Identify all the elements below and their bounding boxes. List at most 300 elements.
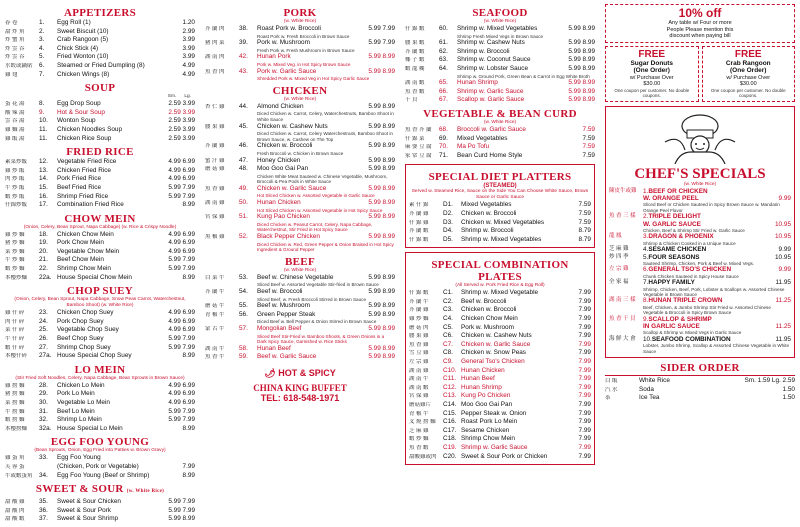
menu-item	[409, 367, 591, 376]
menu-item	[405, 65, 595, 74]
item-number: 22a.	[39, 273, 52, 281]
item-chinese-name: 腰 果 雞	[409, 333, 429, 340]
item-name: Shrimp w. Mixed Vegetables	[457, 25, 538, 32]
menu-item	[5, 109, 195, 118]
chicken-list	[205, 103, 395, 253]
item-name: Scallop w. Garlic Sauce	[457, 96, 525, 104]
item-name: Sweet & Sour Chicken	[57, 498, 121, 506]
item-name: Hunan Shrimp	[457, 79, 498, 87]
item-number: 14.	[39, 175, 48, 183]
menu-item	[409, 210, 591, 219]
item-price: 7.99	[578, 401, 591, 408]
item-chinese-name: 白 飯	[605, 378, 618, 385]
chow-mein-heading: CHOW MEIN	[64, 212, 136, 225]
lo-mein-heading: LO MEIN	[74, 363, 126, 376]
menu-item	[5, 335, 195, 344]
pepper-icon: 🌶	[264, 367, 276, 378]
item-description: Diced Chicken w. Peanut Carrot, Celery, Napa Cabbage, Waterchestnut, Stir Fried in Hot Spicy Sauce	[257, 221, 373, 233]
item-name: Chicken Wings (8)	[57, 70, 110, 78]
item-number: 47.	[239, 156, 248, 164]
chicken-heading: CHICKEN	[272, 84, 328, 97]
item-chinese-name: 甜酸雞或肉	[409, 453, 437, 460]
item-chinese-name: 酸 辣 湯	[5, 109, 25, 116]
menu-item	[409, 453, 591, 462]
item-name: Shrimp w. Coconut Sauce	[457, 56, 531, 64]
item-description: Diced Chicken w. Carrot, Celery, Waterchestnuts, Bamboo Shoot in White Sauce	[257, 111, 394, 122]
menu-item	[409, 332, 591, 341]
item-price: 4.99 6.99	[168, 230, 195, 238]
item-chinese-name: 什錦炒飯	[5, 202, 28, 209]
item-chinese-name: 雞 撈 麵	[5, 382, 25, 389]
item-price: 7.99	[578, 418, 591, 426]
item-name: W. GARLIC SAUCE	[643, 220, 701, 228]
item-name: Beef w. Broccoli	[257, 288, 303, 295]
item-name: Chicken Fried Rice	[57, 166, 111, 174]
item-number: 8.	[39, 100, 45, 108]
item-number: C1.	[443, 289, 453, 297]
sider-heading: SIDER ORDER	[660, 362, 740, 375]
item-name: SEAFOOD COMBINATION	[651, 335, 731, 343]
item-name: W. ORANGE PEEL	[643, 194, 699, 202]
menu-item	[5, 265, 195, 274]
menu-item	[205, 157, 395, 166]
item-chinese-name: 干 貝	[405, 97, 418, 104]
item-name: Egg Roll (1)	[57, 19, 91, 26]
item-chinese-name: 芥 蘭 肉	[205, 26, 225, 32]
item-price: 5.99 8.99	[568, 79, 595, 87]
item-price: 5.99 7.99	[168, 183, 195, 191]
item-number: 46.	[239, 142, 248, 150]
coupon-condition: w/ Purchase Over	[629, 74, 674, 81]
item-name: Shrimp Chow Mein	[461, 435, 515, 443]
item-number: 8.	[643, 297, 649, 305]
menu-item	[205, 345, 395, 354]
item-number: 45.	[239, 122, 248, 130]
menu-item	[5, 53, 195, 62]
item-name: FOUR SEASONS	[648, 253, 700, 261]
item-price: 3.99	[182, 44, 195, 52]
item-price: 7.99	[578, 332, 591, 340]
item-name: Shrimp Chop Suey	[57, 343, 111, 351]
item-name: Shrimp w. Garlic Sauce	[461, 443, 528, 451]
item-price: 5.99 7.99	[168, 335, 195, 343]
chef-special-item	[609, 221, 791, 228]
menu-item	[205, 233, 395, 242]
item-name: Pork Chow Mein	[57, 239, 104, 247]
restaurant-name: CHINA KING BUFFET	[253, 382, 347, 393]
item-number: 69.	[439, 134, 448, 142]
item-chinese-name: 蝦 撈 麵	[5, 417, 25, 424]
item-name: Shrimp w. Broccoli	[461, 227, 514, 235]
menu-item	[5, 326, 195, 335]
item-price: 5.99 8.99	[568, 56, 595, 64]
egg-foo-young-list	[5, 454, 195, 480]
menu-item	[205, 53, 395, 62]
item-name: Chicken Chow Mein	[461, 315, 518, 323]
discount-coupon	[605, 4, 795, 43]
menu-item	[5, 28, 195, 37]
item-price: 4.99 6.99	[168, 247, 195, 255]
item-name: Hunan Shrimp	[461, 383, 502, 391]
item-price: Sm. 1.59 Lg. 2.59	[744, 377, 795, 385]
item-chinese-name: 本樓什碎	[5, 353, 28, 360]
item-number: C14.	[443, 401, 457, 408]
menu-item	[5, 201, 195, 210]
item-number: 44.	[239, 102, 248, 110]
discount-line-3: discount when paying bill	[669, 33, 731, 39]
item-chinese-name: 椰 子 蝦	[405, 57, 425, 64]
item-name: Vegetable Lo Mein	[57, 399, 110, 406]
item-description: Beef, Chicken, & Jumbo Shrimp Stir Fried w. Assorted Chinese Vegetable & Broccoli in Spicy Brown Sauce	[643, 304, 771, 316]
menu-item	[409, 427, 591, 436]
menu-item	[405, 152, 595, 161]
item-price: 4.99 6.99	[168, 239, 195, 247]
menu-item	[5, 507, 195, 516]
item-description: Fresh Broccoli w. Chicken in Brown Sauce	[257, 150, 344, 156]
item-number: C17.	[443, 426, 457, 434]
item-name: Black Pepper Chicken	[257, 233, 320, 241]
item-name: Moo Goo Gai Pan	[257, 165, 309, 173]
item-description: Chunk Chicken Sauteed in Spicy House Sauce	[643, 273, 739, 279]
menu-item	[5, 193, 195, 202]
chef-special-item	[609, 336, 791, 343]
item-number: 24.	[39, 317, 48, 325]
item-description: Sliced Beef or Chicken Sauteed in Spicy Brown Sauce w. Mandarin Orange Peel Flavor	[643, 202, 780, 213]
menu-item	[409, 418, 591, 427]
egg-foo-young-note: (Bean Sprouts, Onion, Egg Fried into Patties w. Brown Gravy)	[34, 448, 166, 454]
item-price: 5.99 8.99	[368, 344, 395, 352]
item-price: 5.99 8.99	[368, 102, 395, 110]
chef-special-item	[609, 279, 791, 286]
item-number: 68.	[439, 125, 448, 133]
menu-item	[5, 62, 195, 71]
menu-item	[5, 344, 195, 353]
item-chinese-name: 魚 香 肉	[205, 68, 225, 75]
item-price: 7.59	[582, 143, 595, 151]
menu-item	[5, 19, 195, 28]
menu-item	[409, 392, 591, 401]
menu-item	[405, 56, 595, 65]
item-number: 70.	[439, 143, 448, 151]
chef-special-item	[609, 297, 791, 304]
item-price: 11.25	[775, 323, 791, 331]
item-name: Crab Rangoon (5)	[57, 36, 109, 44]
menu-item	[409, 324, 591, 333]
item-number: C3.	[443, 306, 453, 314]
item-number: D3.	[443, 218, 453, 226]
item-price: 7.99	[578, 340, 591, 348]
seafood-list	[405, 25, 595, 105]
item-price: 4.99	[182, 70, 195, 78]
item-price: 5.99 8.99	[368, 165, 395, 173]
menu-item	[409, 315, 591, 324]
item-chinese-name: 本樓撈麵	[5, 425, 28, 432]
restaurant-phone: TEL: 618-548-1971	[260, 392, 340, 403]
beef-heading: BEEF	[285, 255, 315, 268]
item-chinese-name: 炸 雲 吞	[5, 54, 25, 61]
item-name: Beef w. Mushroom	[257, 302, 310, 310]
menu-item	[409, 384, 591, 393]
item-name: Kung Po Chicken	[461, 392, 511, 400]
menu-item	[5, 158, 195, 167]
item-number: 55.	[239, 302, 248, 310]
item-name: Chicken Chop Suey	[57, 309, 114, 317]
lo-mein-note: (Stir Fried Soft Noodles, Celery, Napa Cabbage, Bean Sprouts in Brown Sauce)	[15, 375, 185, 381]
menu-item	[5, 352, 195, 361]
item-price: 8.99	[182, 201, 195, 209]
coupon-amount: $30.00	[643, 81, 661, 87]
item-chinese-name: 蜜 汁 雞	[205, 157, 225, 164]
item-name: Shrimp Chow Mein	[57, 265, 111, 273]
item-chinese-name: 炸 雲 吞	[5, 45, 25, 52]
item-number: 19.	[39, 239, 48, 247]
item-chinese-name: 白 菜 牛	[205, 274, 225, 281]
item-price: 10.95	[775, 253, 791, 261]
item-price: 4.99 6.99	[168, 158, 195, 166]
item-name: Honey Chicken	[257, 156, 301, 164]
item-name: Chicken w. Snow Peas	[461, 349, 527, 357]
item-chinese-name: 芙 蓉 蛋	[5, 463, 25, 470]
item-number: 21.	[39, 256, 48, 264]
item-number: 25.	[39, 326, 48, 334]
item-number: 63.	[439, 56, 448, 64]
item-number: 32a.	[39, 424, 52, 432]
item-price: 4.99	[182, 61, 195, 69]
item-name: Sesame Chicken	[461, 426, 510, 434]
item-chinese-name: 牛 什 碎	[5, 336, 25, 343]
item-name: Mixed Vegetables	[457, 134, 508, 142]
item-price: 5.99 8.99	[368, 53, 395, 61]
sweet-sour-title: SWEET & SOUR	[35, 483, 124, 496]
item-chinese-name: 海 鮮 大 會	[609, 335, 636, 342]
item-chinese-name: 宮 保 雞	[409, 393, 429, 400]
item-chinese-name: 豬 肉 菜	[205, 40, 225, 47]
item-price: 5.99 7.99	[168, 265, 195, 273]
item-name: Chicken w. Mixed Vegetables	[461, 218, 545, 226]
diet-platters-box	[405, 164, 595, 248]
item-name: Hunan Chicken	[257, 199, 301, 207]
item-chinese-name: 魚 香 雞	[409, 341, 429, 348]
item-price: 8.99	[182, 424, 195, 432]
chefs-specials-box	[605, 106, 795, 359]
coupon-sugar-donuts	[605, 46, 699, 102]
item-name: Sweet & Sour Shrimp	[57, 515, 119, 523]
item-price: 7.99	[578, 375, 591, 383]
item-chinese-name: 甜 酸 肉	[5, 507, 25, 514]
menu-item	[405, 135, 595, 144]
menu-item	[405, 96, 595, 105]
item-chinese-name: 蝦 炒 飯	[5, 193, 25, 200]
item-price: 5.99 8.99	[368, 273, 395, 281]
item-chinese-name: 牛 炒 飯	[5, 184, 25, 191]
item-price: 7.59	[578, 201, 591, 209]
item-chinese-name: 雞 炒 飯	[5, 167, 25, 174]
item-name: Chicken w. Broccoli	[257, 142, 313, 150]
menu-item	[409, 306, 591, 315]
coupon-item: Crab Rangoon	[725, 59, 771, 67]
coupon-fine-print: One coupon per customer. No double coupons.	[710, 87, 786, 98]
item-name: Ice Tea	[639, 394, 660, 402]
item-price: 5.99 8.99	[368, 302, 395, 310]
hot-spicy-legend	[205, 368, 395, 379]
item-number: 61.	[439, 39, 448, 47]
item-name: Shrimp w. Lobster Sauce	[457, 64, 529, 72]
item-price: 11.95	[775, 335, 791, 343]
item-chinese-name: 陳皮牛或雞	[609, 187, 637, 194]
menu-item	[205, 311, 395, 320]
item-name: Wonton Soup	[57, 117, 96, 125]
item-chinese-name: 什 錦 菜	[405, 135, 425, 142]
item-price: 3.99	[182, 53, 195, 61]
item-price: 5.99 8.99	[368, 233, 395, 241]
item-description: Pork w. Mixed Veg. in Hot Spicy Brown Sauce	[257, 61, 351, 67]
item-description: Sliced Beef, w. Fresh Broccoli Stirred in Brown Sauce	[257, 296, 367, 302]
menu-item	[405, 79, 595, 88]
item-chinese-name: 麻 婆 豆 腐	[405, 144, 432, 151]
beef-note: (w. White Rice)	[283, 267, 317, 273]
soup-heading: SOUP	[84, 82, 116, 95]
item-chinese-name: 蘑 菇 雞	[205, 166, 225, 173]
menu-item	[5, 472, 195, 481]
fried-rice-list	[5, 158, 195, 210]
item-number: 52.	[239, 233, 248, 241]
item-price: 5.99 8.99	[368, 213, 395, 221]
item-name: Pork Fried Rice	[57, 175, 102, 183]
chef-note: (w. White Rice)	[683, 181, 717, 187]
item-name: Hunan Chicken	[461, 366, 505, 374]
menu-item	[409, 401, 591, 410]
item-number: 37.	[39, 515, 48, 523]
menu-item	[409, 219, 591, 228]
pork-list	[205, 25, 395, 82]
menu-item	[205, 123, 395, 132]
item-chinese-name: 湖 南 三 樣	[609, 297, 636, 304]
item-chinese-name: 雞 炒 麵	[409, 316, 429, 323]
menu-item	[5, 36, 195, 45]
item-number: 6.	[643, 266, 649, 274]
item-chinese-name: 雞 飯 湯	[5, 135, 25, 142]
item-price: 5.99 8.99	[568, 87, 595, 95]
item-number: 38.	[239, 25, 248, 32]
item-price: 5.99 8.99	[568, 96, 595, 104]
menu-item	[5, 274, 195, 283]
item-name: Pork Chop Suey	[57, 317, 104, 325]
item-number: 11.	[39, 125, 48, 133]
item-price: 4.99 6.99	[168, 166, 195, 174]
menu-item	[405, 143, 595, 152]
item-name: Combination Fried Rice	[57, 201, 124, 209]
item-chinese-name: 湖 南 肉	[205, 54, 225, 61]
menu-item	[205, 39, 395, 48]
item-price: 5.99 7.99	[168, 192, 195, 200]
item-name: Chicken w. Broccoli	[461, 209, 517, 217]
coupon-free-label: FREE	[734, 48, 762, 60]
item-chinese-name: 雞 炒 麵	[5, 231, 25, 238]
item-name: Chicken w. Cashew Nuts	[461, 332, 532, 340]
lg-label: Lg.	[184, 94, 191, 100]
item-number: 5.	[39, 53, 45, 61]
item-chinese-name: 汽 水	[605, 386, 618, 393]
item-price: 10.95	[775, 233, 791, 241]
item-chinese-name: 芝 麻 雞	[609, 246, 629, 253]
item-price: 7.99	[578, 289, 591, 297]
item-number: 13.	[39, 166, 48, 174]
chop-suey-note: (Onion, Celery, Bean Sprout, Napa Cabbage, Snow Peas Carrot, Waterchestnut, Bamboo Shoot) (w. White Rice)	[14, 297, 186, 309]
chop-suey-heading: CHOP SUEY	[67, 285, 133, 298]
chicken-note: (w. White Rice)	[283, 96, 317, 102]
item-description: Sauteed Shrimp, Chicken, Pork & Beef w. Mixed Vegs.	[643, 260, 755, 266]
item-price: 7.59	[578, 209, 591, 217]
sm-label: Sm.	[167, 94, 177, 100]
item-name: Steamed or Fried Dumpling (8)	[57, 61, 145, 69]
item-name: Shrimp Fried Rice	[57, 192, 109, 200]
menu-item	[205, 142, 395, 151]
item-description: Sliced Beef w. Assorted Vegetable Stir-fried in Brown Sauce	[257, 282, 379, 288]
item-name: Egg Foo Young	[57, 454, 101, 462]
item-price: 10.95	[775, 220, 791, 228]
item-chinese-name: 腰 果 蝦	[405, 40, 425, 47]
menu-item	[409, 444, 591, 453]
item-name: Chicken Chow Mein	[57, 230, 114, 238]
menu-item	[205, 302, 395, 311]
menu-column-3	[400, 0, 600, 527]
item-number: 60.	[439, 25, 448, 32]
item-chinese-name: 龍 鳳	[609, 233, 622, 240]
menu-item	[5, 175, 195, 184]
item-chinese-name: 蝦 龍 糊	[405, 65, 425, 72]
item-chinese-name: 魚 香 蝦	[405, 88, 425, 95]
egg-foo-young-heading: EGG FOO YOUNG	[50, 436, 150, 449]
item-chinese-name: 芥 蘭 牛	[205, 289, 225, 295]
item-chinese-name: 宮 保 雞	[205, 214, 225, 221]
item-number: 57.	[239, 324, 248, 332]
item-chinese-name: 家 常 豆 腐	[405, 152, 432, 159]
item-number: 30.	[39, 399, 48, 406]
menu-item	[405, 39, 595, 48]
sweet-sour-list	[5, 498, 195, 524]
item-chinese-name: 蘑菇雞片	[409, 402, 432, 408]
item-chinese-name: 什 錦 雞	[409, 219, 429, 226]
item-description: Hot Sliced Chicken w. Assorted Vegetable in Hot Spicy Sauce	[257, 207, 383, 213]
menu-item	[5, 117, 195, 126]
menu-item	[5, 126, 195, 135]
item-number: C19.	[443, 443, 457, 451]
item-number: 2.	[643, 213, 649, 221]
item-price: 9.99	[778, 194, 791, 202]
item-description: Diced Chicken w. Red, Green Pepper & Onion Braised in Hot Spicy Ingredient & Ground Pepper	[257, 241, 394, 253]
item-price: 8.79	[578, 227, 591, 235]
divider	[605, 375, 795, 376]
item-price: 4.99 6.99	[168, 399, 195, 406]
item-name: Shrimp w. Mixed Vegetables	[461, 235, 542, 243]
item-name: Beef w. Broccoli	[461, 297, 507, 305]
menu-item	[5, 399, 195, 408]
item-price: 5.99 7.99	[168, 498, 195, 506]
menu-item	[409, 236, 591, 245]
item-number: C6.	[443, 332, 453, 340]
item-description: Chicken White Meat Sauteed w. Chinese Vegetable, Mushroom, Broccoli & Pea Pods in White Sauce	[257, 173, 388, 185]
item-name: Egg Drop Soup	[57, 100, 101, 108]
item-price: 8.99	[182, 471, 195, 479]
item-chinese-name: 蝦 炒 麵	[409, 436, 429, 443]
item-name: Shrimp w. Garlic Sauce	[457, 87, 524, 95]
item-description: Shrimp & Chicken Cooked in a Unique Sauce	[643, 240, 736, 246]
chef-special-item	[609, 195, 791, 202]
menu-item	[605, 394, 795, 403]
menu-item	[205, 25, 395, 34]
item-name: Pepper Steak w. Onion	[461, 409, 527, 417]
item-chinese-name: 牛或蝦蛋角	[5, 472, 33, 479]
